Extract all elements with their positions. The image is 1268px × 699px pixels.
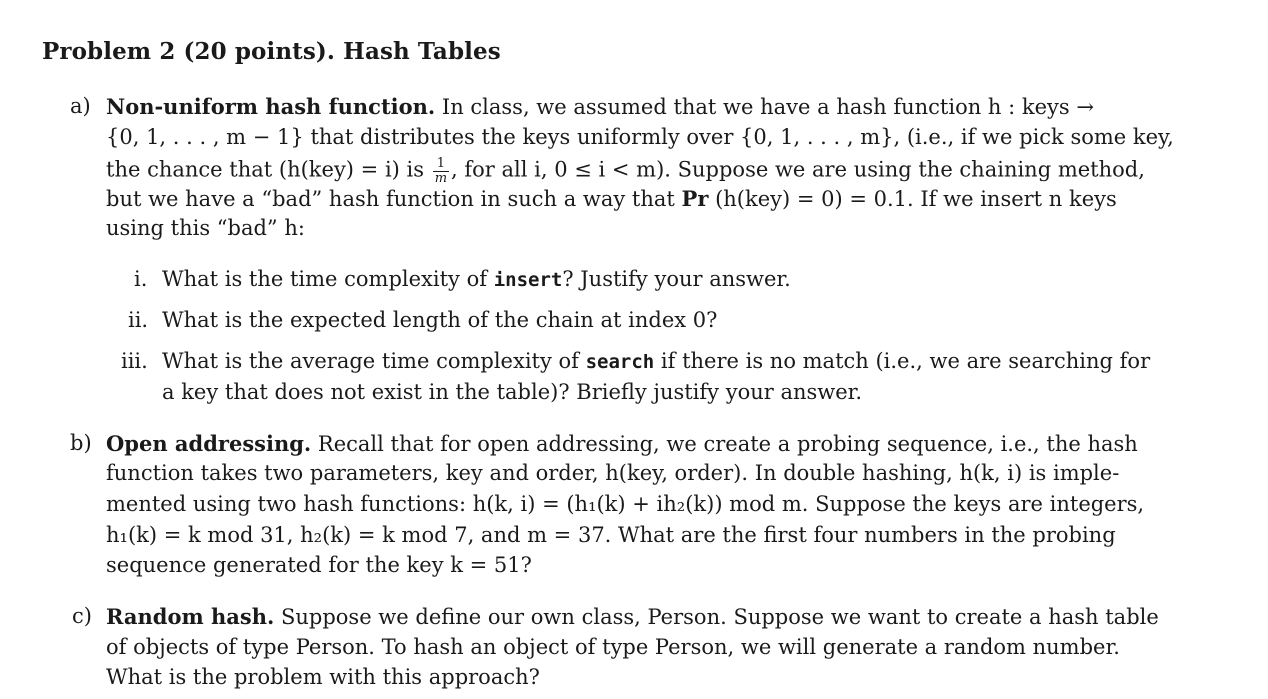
part-a-line-3-is: is	[399, 157, 431, 182]
part-c-line-1	[106, 606, 1159, 628]
part-a-line-4-start: but we have a “bad” hash function in such a way that	[106, 187, 682, 211]
insert-keyword: insert	[493, 269, 563, 291]
part-a-line-1-text: In class, we assumed that we have a hash function h : keys →	[435, 95, 1094, 119]
search-keyword: search	[585, 351, 655, 373]
sub-ii-question: What is the expected length of the chain at index 0?	[162, 308, 718, 332]
part-a-line-1	[106, 96, 1094, 118]
part-c-label: c)	[72, 604, 92, 628]
part-a-line-3-end: , for all i, 0 ≤ i < m). Suppose we are using the chaining method,	[451, 157, 1145, 182]
part-a-line-2: {0, 1, . . . , m − 1} that distributes the keys uniformly over {0, 1, . . . , m}, (i.e., if we pick some key,	[106, 125, 1174, 149]
sub-iii-label: iii.	[121, 349, 148, 373]
sub-i-question	[162, 269, 791, 290]
sub-i-text-end: ? Justify your answer.	[562, 267, 791, 291]
part-b-line-3: mented using two hash functions: h(k, i) = (h₁(k) + ih₂(k)) mod m. Suppose the keys are integers,	[106, 492, 1145, 516]
part-b-line-4: h₁(k) = k mod 31, h₂(k) = k mod 7, and m = 37. What are the first four numbers in the probing	[106, 523, 1116, 547]
sub-iii-question-line-2: a key that does not exist in the table)? Briefly justify your answer.	[162, 380, 863, 404]
part-b-line-5: sequence generated for the key k = 51?	[106, 553, 532, 577]
part-b-line-1-text: Recall that for open addressing, we create a probing sequence, i.e., the hash	[311, 432, 1138, 456]
part-a-prob-expression: (h(key) = i)	[278, 157, 400, 182]
part-a-label: a)	[70, 94, 91, 118]
one-over-m-fraction	[433, 157, 449, 185]
probability-operator: Pr	[681, 186, 709, 211]
part-c-heading: Random hash.	[106, 604, 275, 629]
part-c-line-3: What is the problem with this approach?	[106, 665, 540, 689]
sub-iii-text-end: if there is no match (i.e., we are searching for	[654, 349, 1151, 373]
part-a-line-4-end: (h(key) = 0) = 0.1. If we insert n keys	[708, 187, 1117, 211]
part-a-line-3	[106, 157, 1145, 185]
part-c-line-1-text: Suppose we define our own class, Person. Suppose we want to create a hash table	[274, 605, 1159, 629]
part-b-line-2: function takes two parameters, key and order, h(key, order). In double hashing, h(k, i) is imple-	[106, 461, 1120, 485]
sub-i-label: i.	[134, 267, 148, 291]
fraction-numerator: 1	[433, 157, 449, 172]
sub-iii-question	[162, 351, 1150, 372]
part-a-line-4	[106, 188, 1117, 210]
part-b-line-1	[106, 433, 1138, 455]
sub-ii-label: ii.	[128, 308, 149, 332]
part-a-line-5: using this “bad” h:	[106, 216, 305, 240]
part-b-heading: Open addressing.	[106, 431, 312, 456]
fraction-denominator: m	[434, 170, 448, 186]
part-b-label: b)	[70, 431, 92, 455]
sub-iii-text-start: What is the average time complexity of	[162, 349, 586, 373]
part-c-line-2: of objects of type Person. To hash an object of type Person, we will generate a random number.	[106, 635, 1120, 659]
sub-i-text-start: What is the time complexity of	[162, 267, 494, 291]
problem-title: Problem 2 (20 points). Hash Tables	[42, 38, 501, 65]
part-a-line-3-start: the chance that	[106, 157, 279, 182]
part-a-heading: Non-uniform hash function.	[106, 94, 436, 119]
